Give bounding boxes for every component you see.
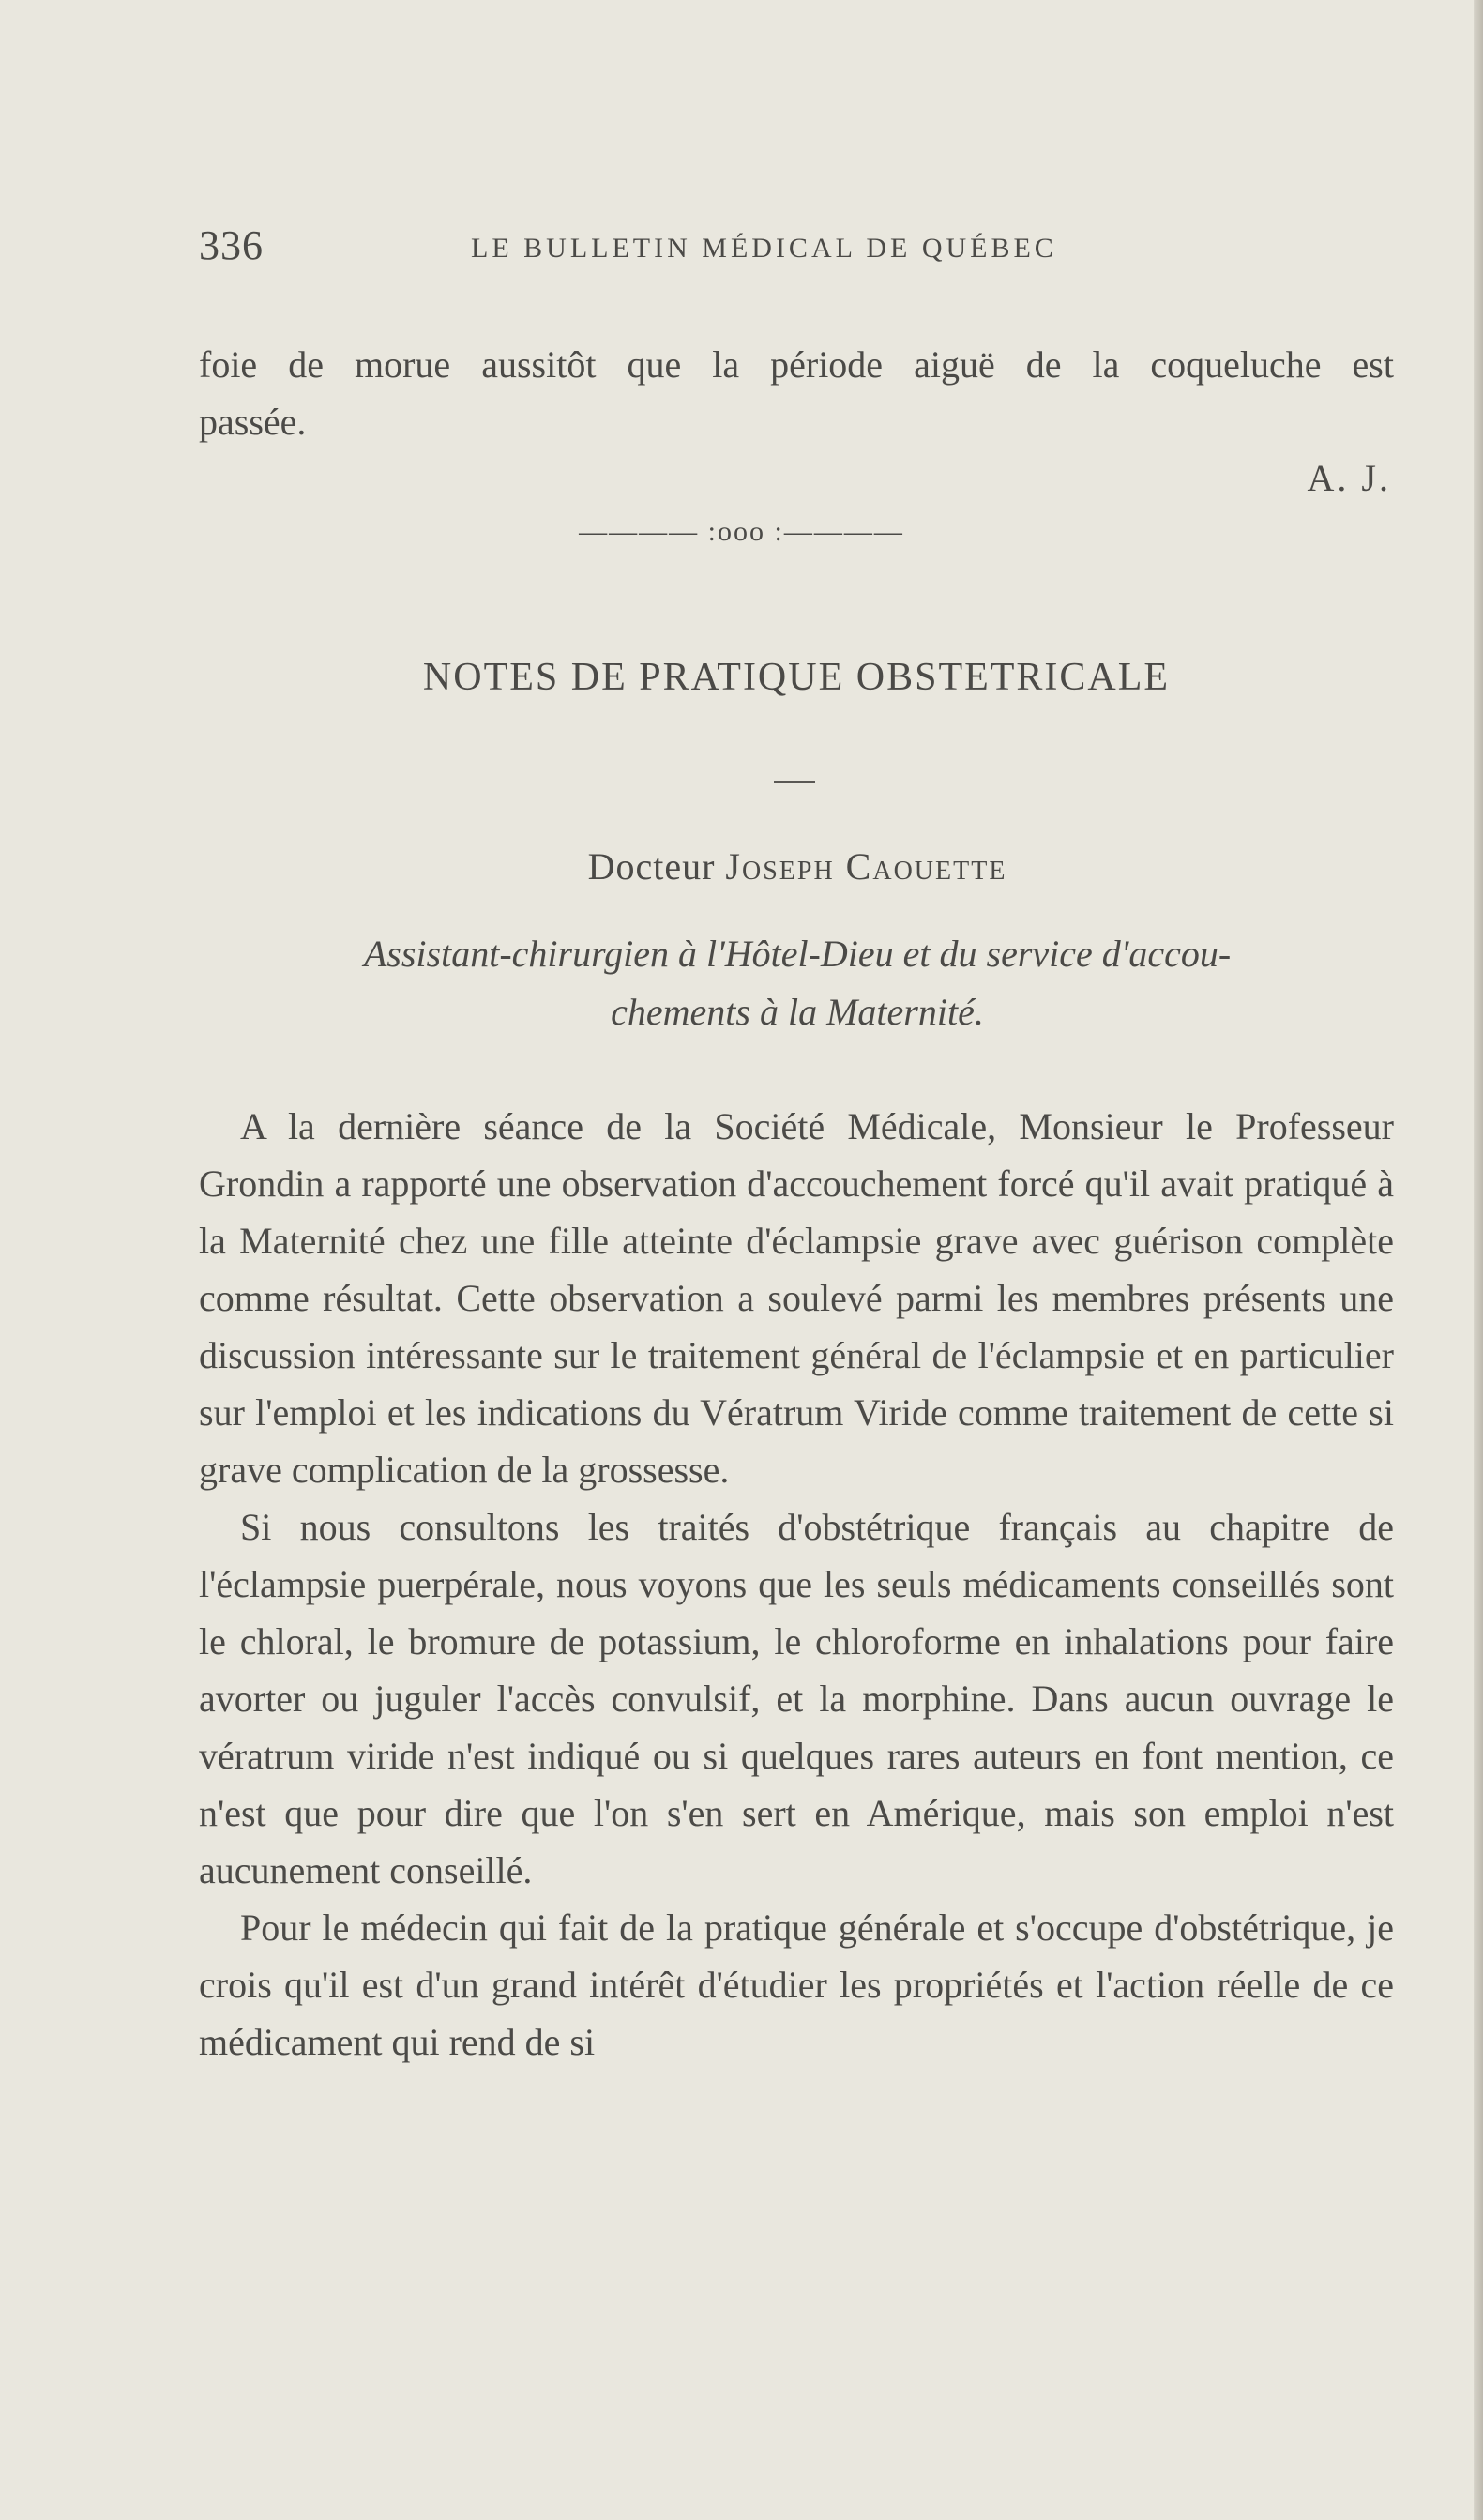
article-title: NOTES DE PRATIQUE OBSTETRICALE: [422, 656, 1171, 699]
body-paragraph: A la dernière séance de la Société Médicale, Monsieur le Professeur Grondin a rapporté une observation d'accouchement forcé qu'il avait pratiqué à la Maternité chez une fille atteinte d'éclampsie grave avec guérison complète comme résultat. Cette observation a soulevé parmi les membres présents une discussion intéressante sur le traitement général de l'éclampsie et en particulier sur l'emploi et les indications du Vératrum Viride comme traitement de cette si grave complication de la grossesse.: [199, 1105, 1394, 1491]
author-prefix: Docteur: [587, 845, 716, 888]
affiliation-line-1: Assistant-chirurgien à l'Hôtel-Dieu et du service d'accou-: [363, 933, 1232, 975]
author-name: Joseph Caouette: [725, 845, 1007, 888]
continued-line-1: foie de morue aussitôt que la période aiguë de la coqueluche est: [199, 343, 1394, 386]
article-body: [199, 1098, 1394, 2071]
affiliation-line-2: chements à la Maternité.: [611, 991, 984, 1033]
continued-text: [199, 336, 1394, 450]
page-header: [199, 221, 1390, 278]
short-rule: [774, 781, 815, 783]
continued-line-2: passée.: [199, 401, 307, 443]
page-edge: [1474, 0, 1483, 2520]
page-number: 336: [199, 222, 264, 268]
author-line: [0, 844, 1483, 888]
signature: A. J.: [1307, 457, 1391, 499]
separator: ———— :ooo :————: [579, 516, 904, 547]
body-paragraph: Pour le médecin qui fait de la pratique générale et s'occupe d'obstétrique, je crois qu'il est d'un grand intérêt d'étudier les propriétés et l'action réelle de ce médicament qui rend de si: [199, 1906, 1394, 2063]
affiliation: [0, 925, 1483, 1041]
body-paragraph: Si nous consultons les traités d'obstétrique français au chapitre de l'éclampsie puerpérale, nous voyons que les seuls médicaments conseillés sont le chloral, le bromure de potassium, le chloroforme en inhalations pour faire avorter ou juguler l'accès convulsif, et la morphine. Dans aucun ouvrage le vératrum viride n'est indiqué ou si quelques rares auteurs en font mention, ce n'est que pour dire que l'on s'en sert en Amérique, mais son emploi n'est aucunement conseillé.: [199, 1506, 1394, 1891]
running-head: LE BULLETIN MÉDICAL DE QUÉBEC: [471, 233, 1057, 264]
